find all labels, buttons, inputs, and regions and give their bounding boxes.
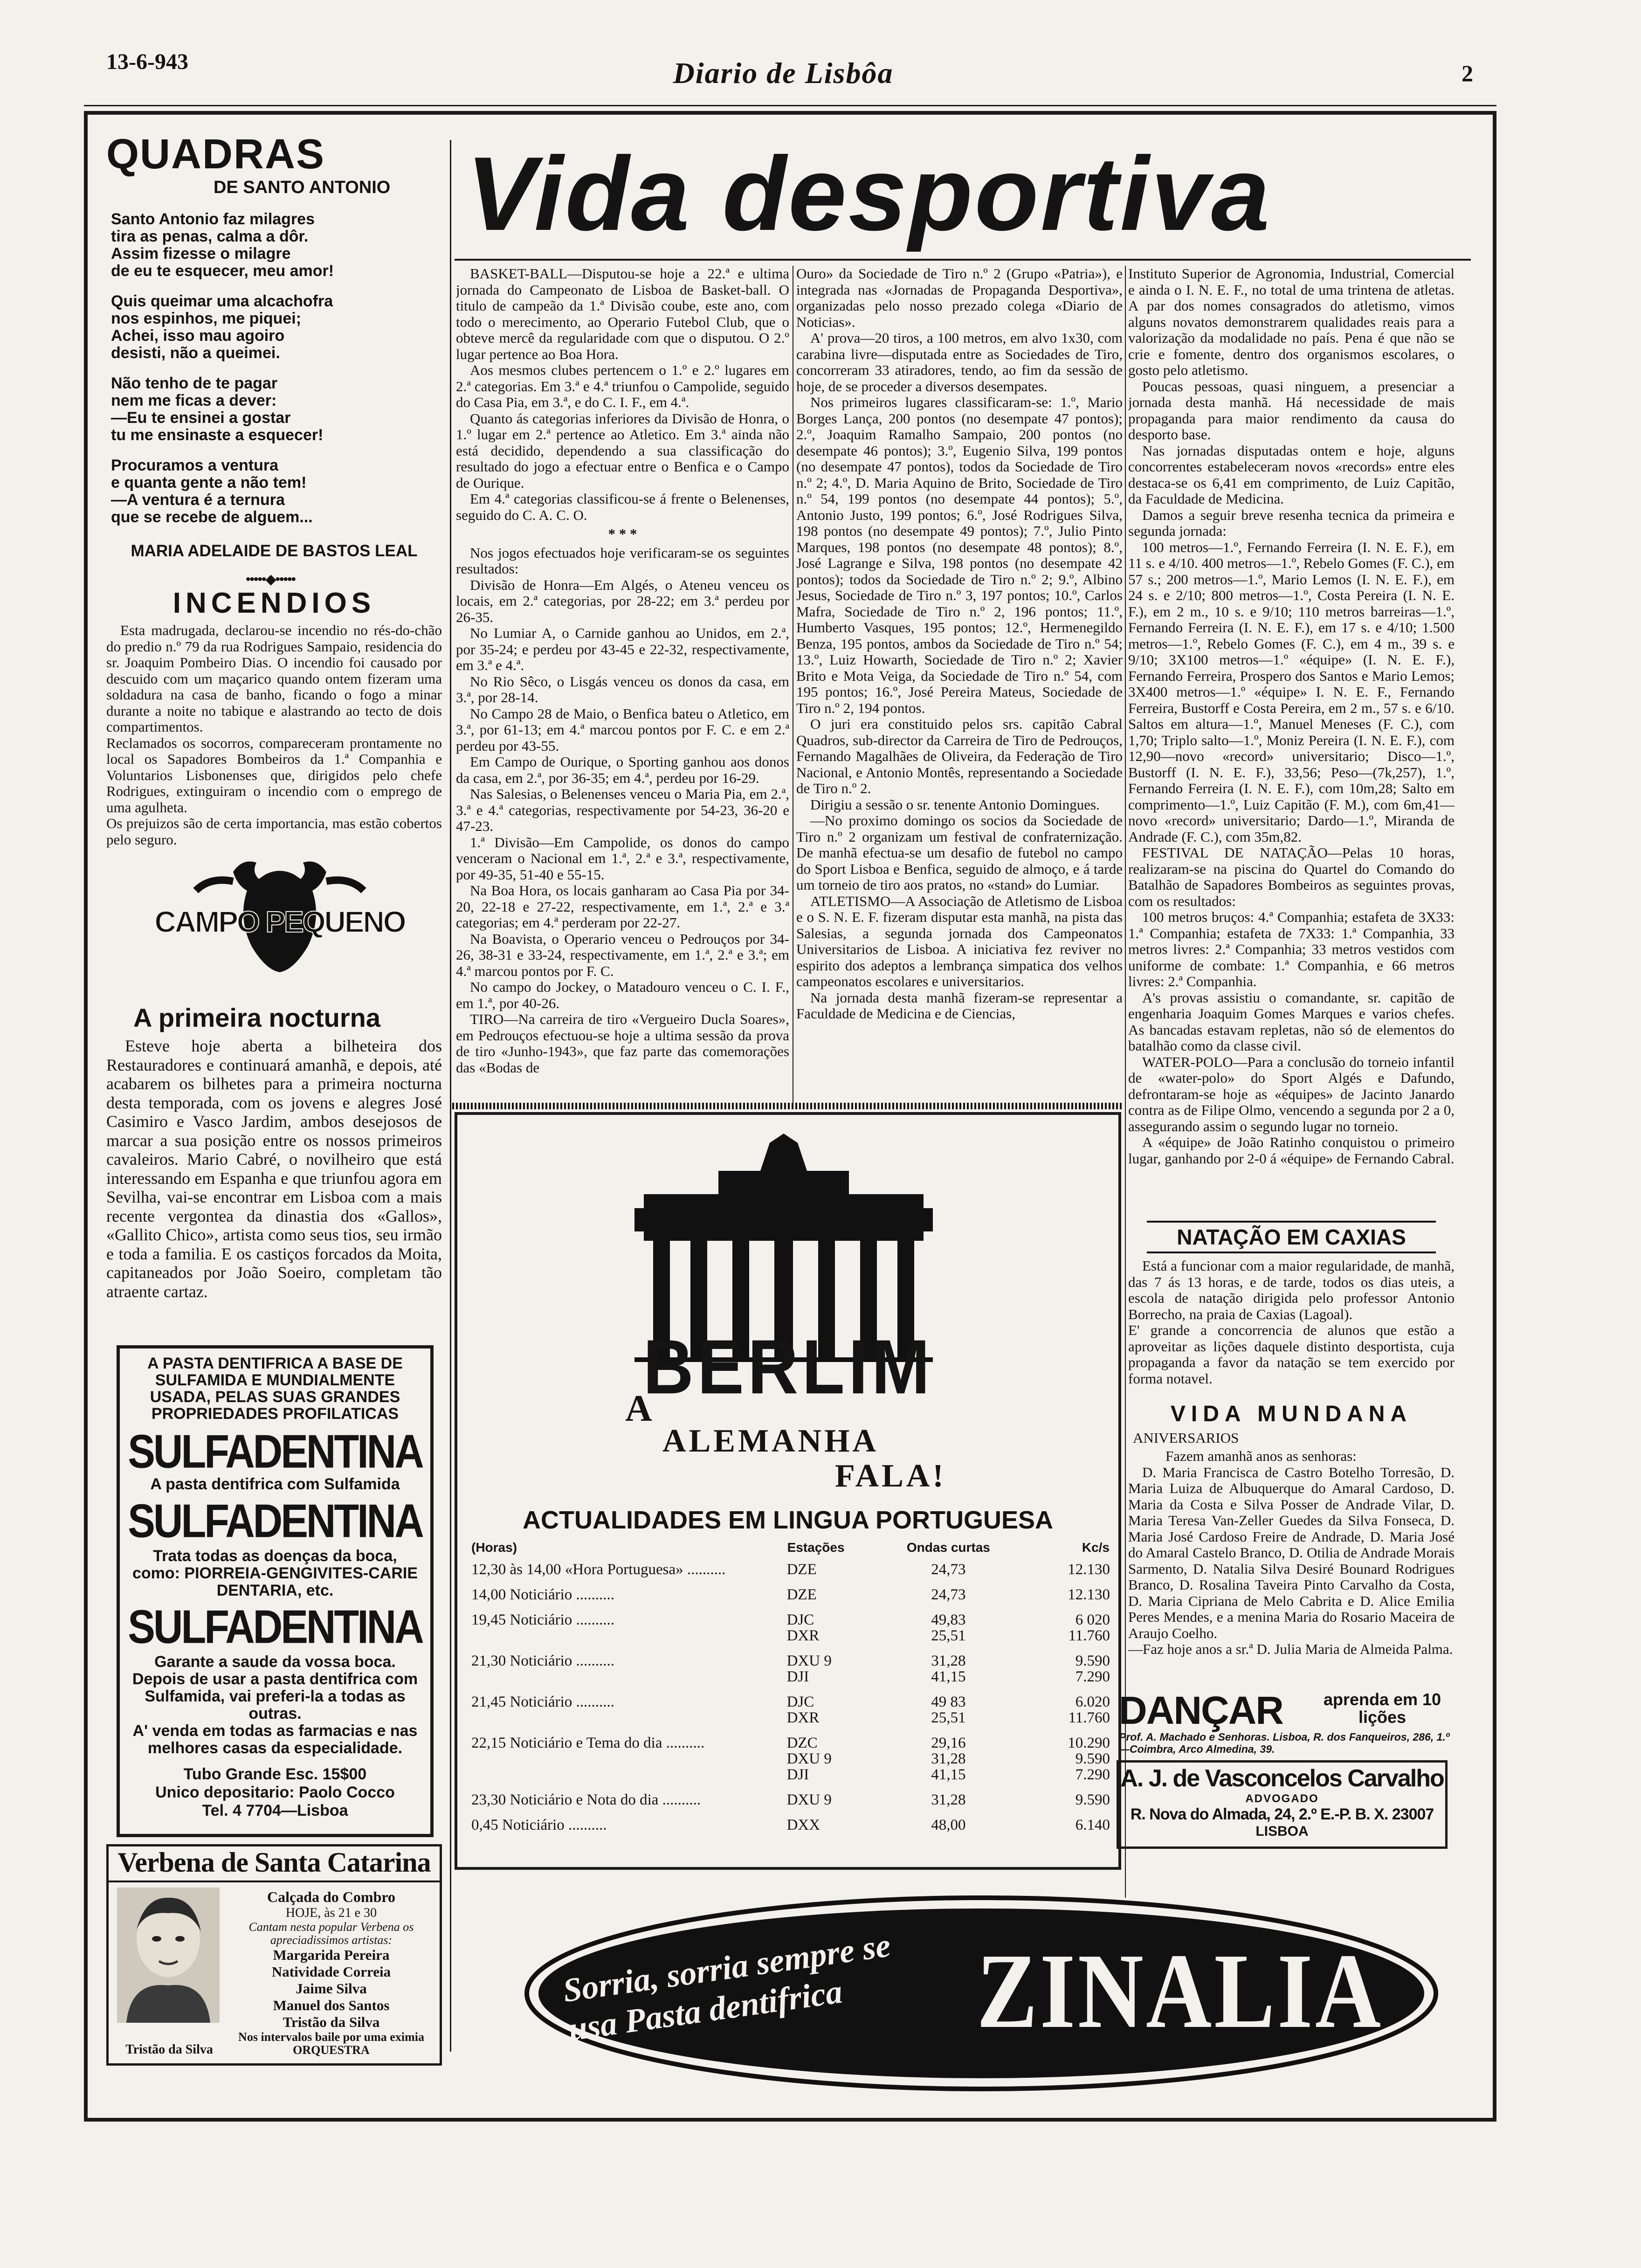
quadra-1: Santo Antonio faz milagres tira as penas, calma a dôr. Assim fizesse o milagre de eu te esquecer, meu amor! <box>111 210 334 280</box>
aniversarios-intro: Fazem amanhã anos as senhoras: <box>1165 1448 1357 1464</box>
quadra-4: Procuramos a ventura e quanta gente a não tem! —A ventura é a ternura que se recebe de alguem... <box>111 456 313 526</box>
cell-stations-value: DJI <box>786 1668 809 1685</box>
verbena-portrait <box>117 1888 220 2023</box>
aniversarios-heading: ANIVERSARIOS <box>1133 1430 1239 1446</box>
desportiva-paragraph: No Campo 28 de Maio, o Benfica bateu o Atletico, em 3.ª, por 61-13; em 4.ª marcou pontos por F. C. e em 2.ª perdeu por 43-55. <box>456 705 789 754</box>
verbena-artist: Jaime Silva <box>296 1980 367 1997</box>
column-rule <box>450 140 451 2052</box>
campo-pequeno-wordmark: CAMPO PEQUENO <box>154 905 405 939</box>
singer-portrait-icon <box>117 1888 220 2023</box>
top-rule <box>84 105 1496 106</box>
sulfadentina-line-4: A' venda em todas as farmacias e nas melhores casas da especialidade. <box>132 1722 418 1757</box>
cell-stations-value: DZE <box>786 1586 817 1603</box>
sulfadentina-brand-2: SULFADENTINA <box>128 1494 422 1548</box>
cell-time <box>471 1648 787 1689</box>
desportiva-paragraph: A' prova—20 tiros, a 100 metros, em alvo 1x30, com carabina livre—disputada entre as Sociedades de Tiro, concorreram 33 atiradores, tendo, ao fim da sessão de hoje, de se proceder a diversos desempates. <box>796 330 1123 394</box>
sulfadentina-line-3: Garante a saude da vossa boca. Depois de usar a pasta dentifrica com Sulfamida, vai preferi-la a todas as outras. <box>132 1653 418 1722</box>
leader-dots: .......... <box>572 1694 615 1710</box>
berlim-line-2: ALEMANHA <box>662 1423 879 1459</box>
issue-date: 13-6-943 <box>106 49 188 74</box>
cell-time <box>471 1689 787 1730</box>
sulfadentina-ad <box>117 1345 434 1837</box>
leader-dots: .......... <box>658 1791 701 1808</box>
verbena-footer: Nos intervalos baile por uma eximia ORQUESTRA <box>238 2030 424 2057</box>
desportiva-paragraph: Instituto Superior de Agronomia, Industrial, Comercial e ainda o I. N. E. F., no total de uma trintena de atletas. A par dos nomes consagrados do atletismo, vimos alguns novatos demonstrarem qualidades reais para a valorização da modalidade no país. Pena é que não se crie e fomente, dentro dos organismos escolares, o gosto pelo atletismo. <box>1128 266 1455 378</box>
time-label: 19,45 Noticiário <box>471 1611 572 1628</box>
cell-stations <box>787 1787 895 1812</box>
natacao-title: NATAÇÃO EM CAXIAS <box>1147 1221 1436 1253</box>
natacao-section <box>1128 1221 1455 1417</box>
desportiva-paragraph: No Rio Sêco, o Lisgás venceu os donos da casa, em 3.ª, por 28-14. <box>456 673 789 705</box>
quadras-subtitle: DE SANTO ANTONIO <box>214 178 391 197</box>
desportiva-paragraph: A's provas assistiu o comandante, sr. capitão de engenharia Joaquim Gomes Marques e varios chefes. As bancadas estavam repletas, não só de elementos do batalhão como da classe civil. <box>1128 989 1455 1054</box>
desportiva-paragraph: No Lumiar A, o Carnide ganhou ao Unidos, em 2.ª, por 35-24; e perdeu por 43-45 e 22-32, respectivamente, em 3.ª e 4.ª. <box>456 625 789 673</box>
cell-stations-value: DJC <box>786 1694 814 1710</box>
cell-time <box>471 1582 787 1607</box>
campo-pequeno-section <box>106 1003 442 1329</box>
quadras-title: QUADRAS <box>106 131 325 178</box>
verbena-location: Calçada do Combro <box>267 1888 395 1905</box>
berlim-schedule-table <box>471 1538 1110 1838</box>
cell-waves-value: 31,28 <box>931 1750 966 1767</box>
leader-dots: .......... <box>683 1561 726 1578</box>
time-label: 22,15 Noticiário e Tema do dia <box>471 1735 662 1751</box>
cell-kcs-value: 6.020 <box>1075 1694 1110 1710</box>
cell-kcs-value: 12.130 <box>1068 1561 1110 1578</box>
desportiva-paragraph: Divisão de Honra—Em Algés, o Ateneu venceu os locais, em 2.ª categorias, por 28-22; em 3.ª perdeu por 26-35. <box>456 576 789 625</box>
berlim-table-body <box>471 1557 1110 1838</box>
desportiva-paragraph: O juri era constituido pelos srs. capitão Cabral Quadros, sub-director da Carreira de Tiro de Pedrouços, Fernando Magalhães de Oliveira, da Federação de Tiro Nacional, e Antonio Montês, representando a Sociedade de Tiro n.º 2. <box>796 716 1123 796</box>
cell-waves-value: 29,16 <box>931 1735 966 1751</box>
vida-mundana-section <box>1128 1401 1455 1690</box>
cell-waves <box>895 1730 1002 1787</box>
desportiva-paragraph: Aos mesmos clubes pertencem o 1.º e 2.º lugares em 2.ª categorias. Em 3.ª e 4.ª triunfou o Campolide, seguido do Casa Pia, em 3.ª, e do C. I. F., em 4.ª. <box>456 362 789 410</box>
cell-stations-value: DZC <box>786 1735 818 1751</box>
table-row <box>471 1787 1110 1812</box>
sulfadentina-line-2: Trata todas as doenças da boca, como: PIORREIA-GENGIVITES-CARIE DENTARIA, etc. <box>132 1547 418 1599</box>
cell-stations-value: DXU 9 <box>786 1791 832 1808</box>
desportiva-separator: * * * <box>608 526 637 542</box>
cell-waves-value: 24,73 <box>931 1561 966 1578</box>
desportiva-paragraph: Na jornada desta manhã fizeram-se representar a Faculdade de Medicina e de Ciencias, <box>796 989 1123 1022</box>
cell-waves <box>895 1648 1002 1689</box>
cell-stations-value: DXU 9 <box>786 1750 832 1767</box>
verbena-title: Verbena de Santa Catarina <box>109 1846 440 1882</box>
verbena-intro: Cantam nesta popular Verbena os apreciadissimos artistas: <box>248 1920 414 1947</box>
cell-time <box>471 1557 787 1582</box>
cell-waves-value: 31,28 <box>931 1791 966 1808</box>
desportiva-paragraph: ATLETISMO—A Associação de Atletismo de Lisboa e o S. N. E. F. fizeram disputar esta manhã, na pista das Salesias, a segunda jornada dos Campeonatos Universitarios de Lisboa. A iniciativa fez reviver no espirito dos adeptos a lembrança simpatica dos velhos campeonatos escolares e universitarios. <box>796 892 1123 989</box>
desportiva-paragraph: No campo do Jockey, o Matadouro venceu o C. I. F., em 1.ª, por 40-26. <box>456 979 789 1011</box>
cell-waves <box>895 1557 1002 1582</box>
table-row <box>471 1730 1110 1787</box>
cell-waves-value: 41,15 <box>931 1668 966 1685</box>
desportiva-paragraph: Nos jogos efectuados hoje verificaram-se os seguintes resultados: <box>456 544 789 577</box>
cell-kcs <box>1002 1689 1110 1730</box>
desportiva-paragraph: Poucas pessoas, quasi ninguem, a presenciar a jornada desta manhã. Há necessidade de mais propaganda para maior rendimento da causa do desporto base. <box>1128 378 1455 443</box>
berlim-subtitle: ACTUALIDADES EM LINGUA PORTUGUESA <box>522 1506 1053 1534</box>
col-header-stations: Estações <box>787 1540 845 1555</box>
cell-waves <box>895 1812 1002 1838</box>
cell-time <box>471 1787 787 1812</box>
time-label: 12,30 às 14,00 «Hora Portuguesa» <box>471 1561 683 1578</box>
cell-waves-value: 48,00 <box>931 1817 966 1833</box>
desportiva-paragraph: TIRO—Na carreira de tiro «Vergueiro Ducla Soares», em Pedrouços efectuou-se hoje a ultima sessão da prova de tiro «Junho-1943», que faz parte das comemorações das «Bodas de <box>456 1011 789 1076</box>
cell-waves-value: 25,51 <box>931 1627 966 1644</box>
cell-time <box>471 1730 787 1787</box>
dancar-subtitle: aprenda em 10 lições <box>1323 1690 1441 1727</box>
cell-waves <box>895 1582 1002 1607</box>
cell-waves-value: 24,73 <box>931 1586 966 1603</box>
time-label: 23,30 Noticiário e Nota do dia <box>471 1791 659 1808</box>
cell-time <box>471 1812 787 1838</box>
leader-dots: .......... <box>572 1653 615 1669</box>
cell-kcs-value: 9.590 <box>1075 1750 1110 1767</box>
advogado-address: R. Nova do Almada, 24, 2.º E.-P. B. X. 23007 <box>1130 1805 1434 1823</box>
desportiva-paragraph: Ouro» da Sociedade de Tiro n.º 2 (Grupo «Patria»), e integrada nas «Jornadas de Propaganda Desportiva», organizadas pelo nosso prezado colega «Diario de Noticias». <box>796 266 1123 330</box>
desportiva-paragraph: Nas Salesias, o Belenenses venceu o Maria Pia, em 2.ª, 3.ª e 4.ª categorias, respectivamente por 54-23, 36-20 e 47-23. <box>456 786 789 834</box>
sulfadentina-brand-3: SULFADENTINA <box>128 1600 422 1653</box>
dancar-ad <box>1119 1688 1455 1758</box>
desportiva-paragraph: Nas jornadas disputadas ontem e hoje, alguns concorrentes estabeleceram novos «records» entre eles destaca-se os 6,41 em comprimento, de Luiz Capitão, da Faculdade de Medicina. <box>1128 442 1455 507</box>
desportiva-paragraph: Na Boa Hora, os locais ganharam ao Casa Pia por 34-20, 22-18 e 27-22, respectivamente, em 1.ª, 2.ª e 3.ª categorias; em 4.ª perderam por 22-27. <box>456 882 789 931</box>
desportiva-column-1 <box>456 266 789 1105</box>
cell-kcs-value: 11.760 <box>1068 1627 1110 1644</box>
title-rule <box>455 259 1471 261</box>
leader-dots: .......... <box>572 1611 615 1628</box>
hatched-rule <box>452 1103 1124 1109</box>
col-header-hours: (Horas) <box>471 1540 517 1555</box>
zinalia-brand: ZINALIA <box>977 1931 1384 2050</box>
verbena-ad <box>106 1844 442 2066</box>
cell-kcs <box>1002 1787 1110 1812</box>
table-row <box>471 1648 1110 1689</box>
leader-dots: .......... <box>572 1586 615 1603</box>
cell-stations <box>787 1812 895 1838</box>
incendios-section <box>106 587 442 848</box>
zinalia-ad <box>522 1893 1441 2094</box>
cell-stations-value: DXU 9 <box>786 1653 832 1669</box>
campo-pequeno-text: Esteve hoje aberta a bilheteira dos Restauradores e continuará amanhã, e depois, até acabarem os bilhetes para a primeira nocturna desta temporada, com os jovens e alegres José Casimiro e Vasco Jardim, ambos desejosos de marcar a sua posição entre os nossos primeiros cavaleiros. Mario Cabré, o novilheiro que está interessando em Espanha e que triunfou agora em Sevilha, vai-se encontrar em Lisboa com a mais recente vergontea da dinastia dos «Gallos», «Gallito Chico», artista como seus tios, seu irmão e toda a familia. E os castiços forcados da Moita, capitaneados por João Soeiro, completam tão atraente cartaz. <box>106 1037 442 1301</box>
table-row <box>471 1607 1110 1648</box>
advogado-ad <box>1117 1760 1448 1849</box>
time-label: 14,00 Noticiário <box>471 1586 572 1603</box>
desportiva-paragraph: 1.ª Divisão—Em Campolide, os donos do campo venceram o Nacional em 1.ª, 2.ª e 3.ª, respectivamente, por 49-35, 51-40 e 55-15. <box>456 834 789 883</box>
cell-kcs <box>1002 1648 1110 1689</box>
col-header-kcs: Kc/s <box>1082 1540 1110 1555</box>
cell-kcs-value: 9.590 <box>1075 1791 1110 1808</box>
verbena-artist: Natividade Correia <box>271 1964 391 1980</box>
sulfadentina-tel: Tel. 4 7704—Lisboa <box>202 1802 348 1819</box>
masthead: Diario de Lisbôa <box>673 56 894 90</box>
cell-kcs-value: 10.290 <box>1068 1735 1110 1751</box>
column-rule <box>1125 1870 1126 1879</box>
desportiva-paragraph: —No proximo domingo os socios da Sociedade de Tiro n.º 2 organizam um festival de confraternização. De manhã efectua-se um desafio de futebol no campo do Sport Lisboa e Benfica, seguido de almoço, e á tarde um torneio de tiro aos pratos, no «stand» do Lumiar. <box>796 812 1123 893</box>
cell-kcs-value: 6 020 <box>1075 1611 1110 1628</box>
cell-stations-value: DXR <box>786 1709 820 1726</box>
cell-kcs <box>1002 1730 1110 1787</box>
cell-waves-value: 49 83 <box>931 1694 966 1710</box>
cell-stations-value: DZE <box>786 1561 817 1578</box>
advogado-city: LISBOA <box>1255 1824 1309 1839</box>
cell-waves <box>895 1689 1002 1730</box>
desportiva-paragraph: BASKET-BALL—Disputou-se hoje a 22.ª e ultima jornada do Campeonato de Lisboa de Basket-ball. O titulo de campeão da 1.ª Divisão coube, este ano, com todo o merecimento, ao Operario Futebol Club, que o obteve mercê da regularidade com que o disputou. O 2.º lugar pertence ao Boa Hora. <box>456 266 789 362</box>
advogado-name: A. J. de Vasconcelos Carvalho <box>1120 1765 1444 1792</box>
cell-stations <box>787 1582 895 1607</box>
berlim-ad <box>455 1112 1121 1870</box>
cell-stations <box>787 1607 895 1648</box>
leader-dots: .......... <box>564 1817 607 1833</box>
desportiva-paragraph: FESTIVAL DE NATAÇÃO—Pelas 10 horas, realizaram-se na piscina do Quartel do Comando do Batalhão de Sapadores Bombeiros as seguintes provas, com os resultados: <box>1128 844 1455 909</box>
desportiva-paragraph: Nos primeiros lugares classificaram-se: 1.º, Mario Borges Lança, 200 pontos (no desempate 47 pontos); 2.º, Joaquim Ramalho Sampaio, 200 pontos (no desempate 46 pontos); 3.º, Eugenio Silva, 199 pontos (no desempate 47 pontos), todos da Sociedade de Tiro n.º 2; 4.º, D. Maria Aquino de Brito, Sociedade de Tiro n.º 54, 199 pontos (no desempate 44 pontos); 5.º, Antonio Justo, 199 pontos; 6.º, José Rodrigues Silva, 198 pontos (no desempate 49 pontos); 7.º, Julio Pinto Marques, 198 pontos (no desempate 48 pontos); 8.º, José Lagrange e Silva, 198 pontos (no desempate 42 pontos); todos da Sociedade de Tiro n.º 2; 9.º, Albino Jesus, Sociedade de Tiro n.º 3, 197 pontos; 10.º, Carlos Mafra, Sociedade de Tiro n.º 2, 196 pontos; 11.º, Humberto Vasques, 195 pontos; 12.º, Hermenegildo Benza, 195 pontos, ambos da Sociedade de Tiro n.º 54; 13.º, Luiz Howarth, Sociedade de Tiro n.º 2; Xavier Brito e Mota Veiga, da Sociedade de Tiro n.º 54, com 195 pontos; 16.º, José Pereira Mateus, Sociedade de Tiro n.º 2, 194 pontos. <box>796 394 1123 716</box>
time-label: 21,45 Noticiário <box>471 1694 572 1710</box>
berlim-title: BERLIM <box>643 1323 934 1410</box>
cell-kcs-value: 7.290 <box>1075 1766 1110 1783</box>
verbena-details <box>225 1888 437 2057</box>
cell-time <box>471 1607 787 1648</box>
cell-waves <box>895 1787 1002 1812</box>
time-label: 21,30 Noticiário <box>471 1653 572 1669</box>
desportiva-paragraph: Quanto ás categorias inferiores da Divisão de Honra, o 1.º lugar em 2.ª pertence ao Atletico. Em 3.ª ainda não está decidido, dependendo a sua classificação do resultado do jogo a efectuar entre o Benfica e o Campo de Ourique. <box>456 410 789 491</box>
column-rule <box>1125 266 1126 1898</box>
desportiva-paragraph: 100 metros—1.º, Fernando Ferreira (I. N. E. F.), em 11 s. e 4/10. 400 metros—1.º, Rebelo Gomes (F. C.), em 57 s.; 200 metros—1.º, Mario Lemos (I. N. E. F.), em 24 s. e 2/10; 800 metros—1.º, Costa Pereira (I. N. E. F.), em 2 m., 10 s. e 9/10; 110 metros barreiras—1.º, Fernando Ferreira (I. N. E. F.), em 17 s. e 4/10; 1.500 metros—1.º, Rebelo Gomes (F. C.), em 4 m., 39 s. e 9/10; 3X100 metros—1.º «équipe» (I. N. E. F.), Fernando Ferreira, Prospero dos Santos e Mario Lemos; 3X400 metros—1.º «équipe» I. N. E. F., Fernando Ferreira, Bustorff e Costa Pereira, em 2 m., 57 s. e 6/10. Saltos em altura—1.º, Manuel Meneses (F. C.), com 1,70; Triplo salto—1.º, Moniz Pereira (I. N. E. F.), com 12,90—novo «record» universitario; Disco—1.º, Bustorff (I. N. E. F.), 33,56; Peso—(7k,257), 1.º, Fernando Ferreira (I. N. E. F.), com 10m,28; Salto em comprimento—1.º, Luiz Capitão (F. M.), com 6m,41—novo «record» universitario; Dardo—1.º, Miranda de Andrade (F. C.), com 35m,82. <box>1128 539 1455 845</box>
verbena-artist: Margarida Pereira <box>273 1947 390 1963</box>
zinalia-slogan: Sorria, sorria sempre se usa Pasta dentifrica <box>560 1926 893 2048</box>
desportiva-paragraph: Dirigiu a sessão o sr. tenente Antonio Domingues. <box>810 796 1100 813</box>
cell-kcs <box>1002 1582 1110 1607</box>
quadra-2: Quis queimar uma alcachofra nos espinhos, me piquei; Achei, isso mau agoiro desisti, não a queimei. <box>111 292 333 362</box>
cell-stations <box>787 1730 895 1787</box>
vida-desportiva-title: Vida desportiva <box>466 135 1272 252</box>
desportiva-paragraph: Em 4.ª categorias classificou-se á frente o Belenenses, seguido do C. A. C. O. <box>456 491 789 523</box>
cell-kcs-value: 11.760 <box>1068 1709 1110 1726</box>
cell-waves-value: 41,15 <box>931 1766 966 1783</box>
table-header-row <box>471 1538 1110 1557</box>
berlim-line-3: FALA! <box>835 1458 946 1494</box>
cell-kcs <box>1002 1812 1110 1838</box>
dancar-text: Prof. A. Machado e Senhoras. Lisboa, R. dos Fanqueiros, 286, 1.º—Coimbra, Arco Almedina, 39. <box>1119 1731 1450 1755</box>
desportiva-column-3 <box>1128 266 1455 1219</box>
divider-ornament: •••••◆••••• <box>245 572 296 587</box>
cell-stations <box>787 1557 895 1582</box>
table-row <box>471 1557 1110 1582</box>
sulfadentina-line-1: A pasta dentifrica com Sulfamida <box>150 1475 400 1493</box>
cell-waves-value: 49,83 <box>931 1611 966 1628</box>
cell-stations-value: DJI <box>786 1766 809 1783</box>
cell-kcs-value: 9.590 <box>1075 1653 1110 1669</box>
table-row <box>471 1689 1110 1730</box>
vida-mundana-title: VIDA MUNDANA <box>1170 1402 1413 1426</box>
cell-stations-value: DJC <box>786 1611 814 1628</box>
cell-kcs <box>1002 1557 1110 1582</box>
campo-pequeno-title: A primeira nocturna <box>133 1003 381 1032</box>
cell-kcs-value: 12.130 <box>1068 1586 1110 1603</box>
cell-stations <box>787 1648 895 1689</box>
cell-waves-value: 25,51 <box>931 1709 966 1726</box>
cell-stations-value: DXX <box>786 1817 820 1833</box>
desportiva-paragraph: 100 metros bruços: 4.ª Companhia; estafeta de 3X33: 1.ª Companhia; estafeta de 7X33: 1.ª Companhia, 33 metros livres: 2.ª Companhia; 33 metros vestidos com uniforme de combate: 1.ª Companhia, e 66 metros livres: 2.ª Companhia. <box>1128 909 1455 989</box>
desportiva-paragraph: Damos a seguir breve resenha tecnica da primeira e segunda jornada: <box>1128 506 1455 539</box>
cell-stations-value: DXR <box>786 1627 820 1644</box>
verbena-artist: Tristão da Silva <box>283 2014 380 2030</box>
time-label: 0,45 Noticiário <box>471 1817 565 1833</box>
campo-pequeno-logo <box>126 853 434 993</box>
natacao-text: Está a funcionar com a maior regularidade, de manhã, das 7 ás 13 horas, e de tarde, todos os dias uteis, a escola de natação dirigida pelo professor Antonio Borrecho, na praia de Caxias (Lagoal). E' grande a concorrencia de alunos que estão a aproveitar as lições daquele distinto desportista, cuja propaganda a favor da natação se tem exercido por forma notavel. <box>1128 1258 1455 1387</box>
incendios-title: INCENDIOS <box>172 587 376 619</box>
page-number: 2 <box>1462 60 1473 86</box>
cell-kcs-value: 6.140 <box>1075 1817 1110 1833</box>
incendios-text: Esta madrugada, declarou-se incendio no rés-do-chão do predio n.º 79 da rua Rodrigues Sampaio, residencia do sr. Joaquim Pombeiro Dias. O incendio foi causado por descuido com um maçarico quando ontem fizeram uma soldadura na casa de banho, ficando o fogo a minar durante a noite no tabique e alastrando ao tecto de dois compartimentos. Reclamados os socorros, compareceram prontamente no local os Sapadores Bombeiros da 1.ª Companhia e Voluntarios Lisbonenses que, dirigidos pelo chefe Rodrigues, extinguiram o incendio com o emprego de uma agulheta. Os prejuizos são de certa importancia, mas estão cobertos pelo seguro. <box>106 622 442 848</box>
quadras-section <box>106 131 442 597</box>
cell-stations <box>787 1689 895 1730</box>
cell-waves-value: 31,28 <box>931 1653 966 1669</box>
quadra-3: Não tenho de te pagar nem me ficas a dever: —Eu te ensinei a gostar tu me ensinaste a esquecer! <box>111 374 324 444</box>
desportiva-column-2 <box>796 266 1123 1105</box>
cell-waves <box>895 1607 1002 1648</box>
desportiva-paragraph: Na Boavista, o Operario venceu o Pedrouços por 34-26, 38-31 e 33-24, respectivamente, em 1.ª, 2.ª e 3.ª; em 4.ª marcou pontos por F. C. <box>456 930 789 979</box>
dancar-title: DANÇAR <box>1119 1688 1283 1732</box>
sulfadentina-intro: A PASTA DENTIFRICA A BASE DE SULFAMIDA E MUNDIALMENTE USADA, PELAS SUAS GRANDES PROPRIEDADES PROFILATICAS <box>147 1355 403 1423</box>
sulfadentina-depositario: Unico depositario: Paolo Cocco <box>155 1784 395 1801</box>
quadras-author: MARIA ADELAIDE DE BASTOS LEAL <box>131 542 418 560</box>
desportiva-paragraph: WATER-POLO—Para a conclusão do torneio infantil de «water-polo» do Sport Algés e Dafundo, defrontaram-se hoje as «équipes» de Jacinto Janardo contra as de Filipe Olmo, vencendo a segunda por 2 a 0, assegurando assim o segundo lugar no torneio. <box>1128 1053 1455 1134</box>
advogado-role: ADVOGADO <box>1245 1792 1319 1805</box>
cell-kcs-value: 7.290 <box>1075 1668 1110 1685</box>
verbena-caption: Tristão da Silva <box>125 2042 213 2057</box>
leader-dots: .......... <box>662 1735 705 1751</box>
sulfadentina-price: Tubo Grande Esc. 15$00 <box>183 1765 367 1783</box>
verbena-artist: Manuel dos Santos <box>273 1997 390 2013</box>
aniversarios-text: D. Maria Francisca de Castro Botelho Torresão, D. Maria Luiza de Albuquerque do Amaral Cardoso, D. Maria da Costa e Silva Posser de Andrade Vilar, D. Maria Teresa Van-Zeller Guedes da Silva Fonseca, D. Maria José Cardoso Freire de Andrade, D. Maria José do Amaral Castelo Branco, D. Otilia de Andrade Morais Sarmento, D. Natalia Silva Desiré Bounard Rodrigues Branco, D. Rosalina Taveira Pinto Carvalho da Costa, D. Maria Cipriana de Melo Cabrita e D. Alice Emilia Peres Mendes, e a menina Maria do Rosario Maceira de Araujo Coelho. —Faz hoje anos a sr.ª D. Julia Maria de Almeida Palma. <box>1128 1464 1455 1657</box>
cell-kcs <box>1002 1607 1110 1648</box>
col-header-waves: Ondas curtas <box>906 1540 990 1555</box>
sulfadentina-brand-1: SULFADENTINA <box>128 1424 422 1478</box>
berlim-line-1: A <box>625 1388 652 1429</box>
desportiva-paragraph: Em Campo de Ourique, o Sporting ganhou aos donos da casa, em 2.ª, por 36-35; em 4.ª, perdeu por 16-29. <box>456 754 789 786</box>
verbena-hours: HOJE, às 21 e 30 <box>285 1906 377 1920</box>
desportiva-paragraph: A «équipe» de João Ratinho conquistou o primeiro lugar, ganhando por 2-0 á «équipe» de Fernando Cabral. <box>1128 1134 1455 1167</box>
table-row <box>471 1582 1110 1607</box>
table-row <box>471 1812 1110 1838</box>
